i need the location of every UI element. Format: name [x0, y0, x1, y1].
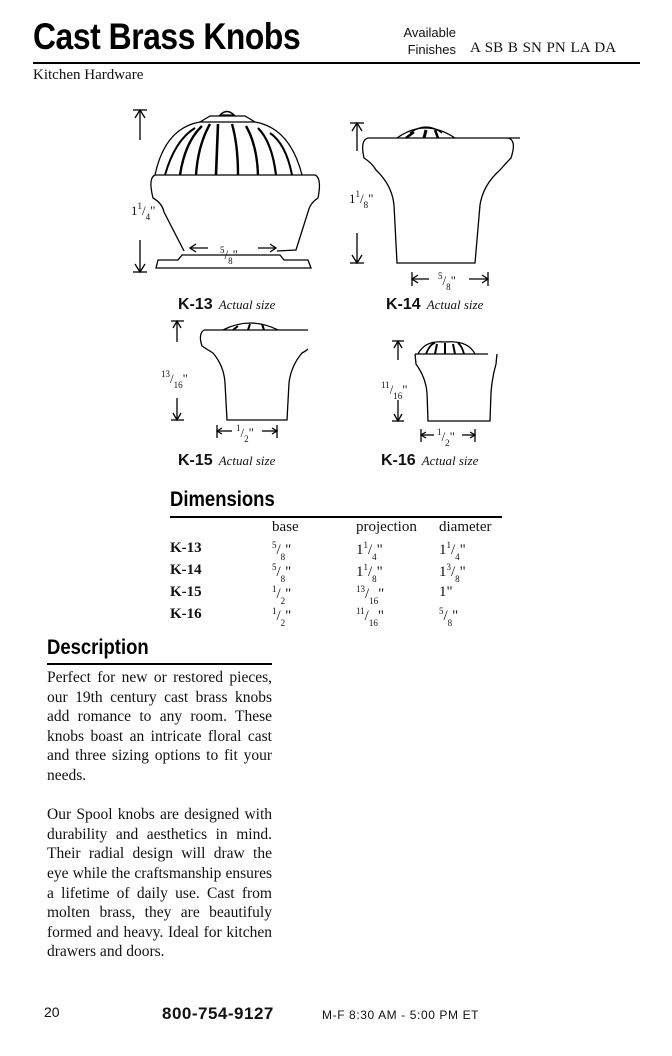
- den: 4: [372, 552, 377, 562]
- slash: /: [365, 586, 370, 602]
- slash: /: [276, 586, 281, 602]
- base-cell: [272, 584, 356, 606]
- available-label: Available: [403, 25, 456, 40]
- slash: /: [451, 564, 456, 580]
- inch-mark: ": [450, 273, 456, 288]
- k14-base-label: $^5/_8$": [438, 271, 456, 292]
- description-paragraph: Perfect for new or restored pieces, our 19th century cast brass knobs add romance to any room. These knobs boast an intricate floral cast and three sizing options to fit your needs.: [47, 669, 272, 784]
- den: 2: [445, 438, 450, 448]
- section-subtitle: Kitchen Hardware: [33, 67, 144, 83]
- num: 3: [446, 562, 451, 572]
- table-row: [170, 562, 505, 584]
- page-number: 20: [44, 1004, 60, 1020]
- size-note: Actual size: [218, 297, 276, 312]
- whole: 1: [439, 564, 447, 580]
- inch-mark: ": [378, 586, 385, 602]
- product-code: K-14: [386, 296, 421, 313]
- num: 1: [236, 423, 241, 433]
- dimensions-heading: Dimensions: [170, 488, 275, 511]
- whole: 1: [131, 203, 138, 218]
- num: 11: [381, 380, 390, 390]
- inch-mark: ": [182, 371, 188, 386]
- phone-number: 800-754-9127: [162, 1004, 274, 1023]
- page-title: Cast Brass Knobs: [33, 16, 301, 57]
- whole: 1: [349, 191, 356, 206]
- base-cell: [272, 540, 356, 562]
- whole: 1: [439, 542, 447, 558]
- size-note: Actual size: [426, 297, 484, 312]
- dimensions-divider: [170, 516, 502, 518]
- projection-cell: [356, 584, 439, 606]
- inch-mark: ": [446, 584, 453, 600]
- den: 4: [455, 552, 460, 562]
- size-note: Actual size: [421, 453, 479, 468]
- available-finishes-label: [396, 24, 456, 58]
- description-body: [47, 668, 272, 982]
- k15-base-label: $^1/_2$": [236, 423, 254, 444]
- num: 1: [355, 189, 360, 199]
- inch-mark: ": [150, 203, 156, 218]
- num: 5: [438, 271, 443, 281]
- den: 2: [280, 618, 286, 628]
- description-heading: Description: [47, 636, 149, 659]
- row-code: K-15: [170, 584, 202, 600]
- table-row: [170, 584, 505, 606]
- row-code: K-14: [170, 562, 202, 578]
- den: 16: [173, 380, 183, 390]
- num: 13: [356, 584, 365, 594]
- k16-base-label: $^1/_2$": [437, 427, 455, 448]
- diameter-cell: [439, 540, 505, 562]
- whole: 1: [356, 564, 364, 580]
- den: 16: [369, 596, 379, 606]
- diameter-cell: [439, 606, 505, 628]
- slash: /: [368, 564, 373, 580]
- slash: /: [276, 608, 281, 624]
- product-code: K-15: [178, 452, 213, 469]
- k15-knob-icon: [168, 318, 308, 428]
- den: 2: [280, 596, 286, 606]
- k16-caption: [381, 452, 478, 470]
- base-cell: [272, 606, 356, 628]
- inch-mark: ": [377, 608, 384, 624]
- inch-mark: ": [376, 564, 383, 580]
- whole: 1: [439, 584, 447, 600]
- column-header-diameter: diameter: [439, 519, 492, 535]
- product-code: K-13: [178, 296, 213, 313]
- slash: /: [276, 564, 281, 580]
- num: 5: [272, 540, 277, 550]
- num: 5: [272, 562, 277, 572]
- empty-header: [170, 519, 272, 540]
- k13-height-label: $1^1/_4$": [131, 201, 156, 222]
- finishes-label: Finishes: [407, 42, 456, 57]
- den: 8: [447, 618, 453, 628]
- diameter-cell: [439, 584, 505, 606]
- k14-height-label: $1^1/_8$": [349, 189, 374, 210]
- den: 8: [372, 574, 377, 584]
- slash: /: [443, 608, 448, 624]
- inch-mark: ": [285, 608, 292, 624]
- inch-mark: ": [232, 247, 238, 262]
- inch-mark: ": [376, 542, 383, 558]
- den: 8: [446, 282, 451, 292]
- k16-height-label: $^{11}/_{16}$": [381, 380, 408, 401]
- den: 16: [393, 391, 403, 401]
- table-header-row: [170, 519, 505, 540]
- description-divider: [47, 663, 272, 665]
- diameter-cell: [439, 562, 505, 584]
- base-cell: [272, 562, 356, 584]
- dimensions-table: [170, 519, 505, 628]
- den: 8: [228, 256, 233, 266]
- header-divider: [33, 62, 640, 64]
- row-code: K-13: [170, 540, 202, 556]
- inch-mark: ": [402, 382, 408, 397]
- inch-mark: ": [452, 608, 459, 624]
- inch-mark: ": [368, 191, 374, 206]
- den: 8: [280, 574, 286, 584]
- inch-mark: ": [459, 564, 466, 580]
- den: 16: [368, 618, 378, 628]
- num: 5: [439, 606, 444, 616]
- knob-drawing-k15: [168, 318, 308, 428]
- slash: /: [368, 542, 373, 558]
- k13-caption: [178, 296, 275, 314]
- num: 1: [446, 540, 451, 550]
- den: 2: [244, 434, 249, 444]
- projection-cell: [356, 540, 439, 562]
- inch-mark: ": [449, 429, 455, 444]
- inch-mark: ": [248, 425, 254, 440]
- num: 1: [363, 562, 368, 572]
- k15-caption: [178, 452, 275, 470]
- description-paragraph: Our Spool knobs are designed with durability and aesthetics in mind. Their radial design will draw the eye while the craftsmanship ensures a lifetime of daily use. Cast from molten brass, they are beautifuly formed and heavy. Ideal for kitchen drawers and doors.: [47, 806, 272, 961]
- k15-height-label: $^{13}/_{16}$": [161, 369, 188, 390]
- projection-cell: [356, 562, 439, 584]
- den: 8: [363, 200, 369, 210]
- finish-codes: A SB B SN PN LA DA: [470, 40, 617, 56]
- den: 8: [280, 552, 286, 562]
- num: 5: [220, 245, 225, 255]
- num: 11: [356, 606, 365, 616]
- slash: /: [364, 608, 369, 624]
- num: 1: [363, 540, 368, 550]
- num: 13: [161, 369, 170, 379]
- table-row: [170, 540, 505, 562]
- inch-mark: ": [285, 586, 292, 602]
- inch-mark: ": [285, 542, 292, 558]
- num: 1: [437, 427, 442, 437]
- column-header-base: base: [272, 519, 299, 535]
- table-row: [170, 606, 505, 628]
- num: 1: [272, 606, 277, 616]
- whole: 1: [356, 542, 364, 558]
- projection-cell: [356, 606, 439, 628]
- den: 8: [455, 574, 460, 584]
- slash: /: [451, 542, 456, 558]
- k14-caption: [386, 296, 483, 314]
- product-code: K-16: [381, 452, 416, 469]
- row-code: K-16: [170, 606, 202, 622]
- column-header-projection: projection: [356, 519, 417, 535]
- inch-mark: ": [459, 542, 466, 558]
- num: 1: [272, 584, 277, 594]
- den: 4: [145, 212, 151, 222]
- business-hours: M-F 8:30 AM - 5:00 PM ET: [322, 1008, 480, 1022]
- inch-mark: ": [285, 564, 292, 580]
- size-note: Actual size: [218, 453, 276, 468]
- slash: /: [276, 542, 281, 558]
- k13-base-label: $^5/_8$": [220, 245, 238, 266]
- num: 1: [137, 201, 142, 211]
